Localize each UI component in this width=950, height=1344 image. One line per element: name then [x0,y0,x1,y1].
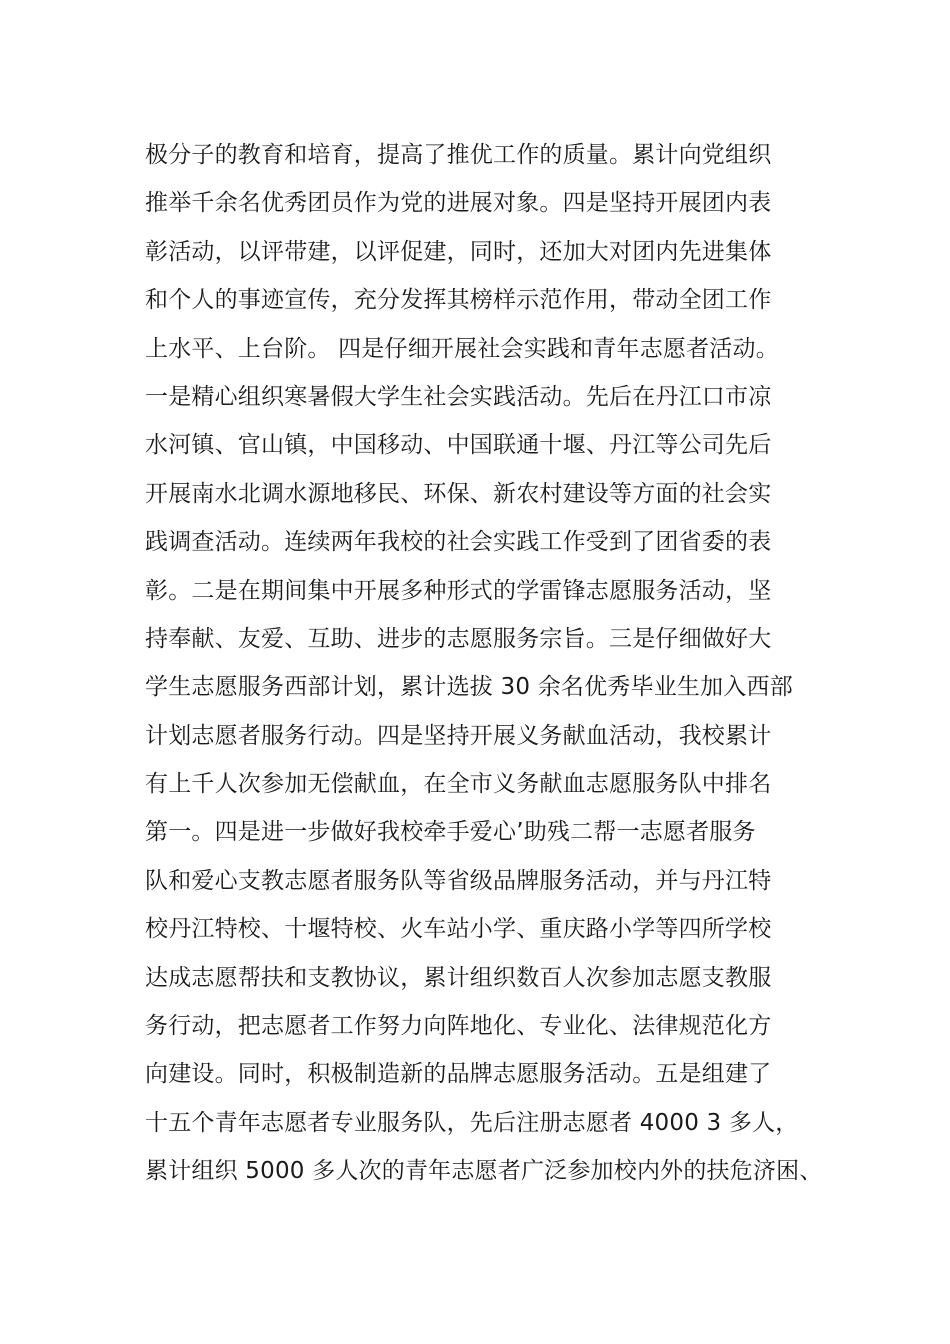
body-text [145,131,825,1196]
text-line: 践调查活动。连续两年我校的社会实践工作受到了团省委的表 [145,529,772,556]
text-line: 向建设。同时，积极制造新的品牌志愿服务活动。五是组建了 [145,1061,772,1088]
text-line: 学生志愿服务西部计划，累计选拔 30 余名优秀毕业生加入西部 [145,674,793,701]
text-line: 推举千余名优秀团员作为党的进展对象。四是坚持开展团内表 [145,190,772,217]
text-line: 有上千人次参加无偿献血，在全市义务献血志愿服务队中排名 [145,771,772,798]
text-line: 务行动，把志愿者工作努力向阵地化、专业化、法律规范化方 [145,1013,772,1040]
text-line: 达成志愿帮扶和支教协议，累计组织数百人次参加志愿支教服 [145,964,772,991]
text-line: 水河镇、官山镇，中国移动、中国联通十堰、丹江等公司先后 [145,432,772,459]
text-line: 彰。二是在期间集中开展多种形式的学雷锋志愿服务活动，坚 [145,577,772,604]
text-line: 开展南水北调水源地移民、环保、新农村建设等方面的社会实 [145,480,772,507]
text-line: 极分子的教育和培育，提高了推优工作的质量。累计向党组织 [145,142,772,168]
text-line: 累计组织 5000 多人次的青年志愿者广泛参加校内外的扶危济困、 [145,1158,823,1185]
text-line: 持奉献、友爱、互助、进步的志愿服务宗旨。三是仔细做好大 [145,625,772,652]
text-line: 一是精心组织寒暑假大学生社会实践活动。先后在丹江口市凉 [145,383,772,410]
text-line: 上水平、上台阶。 四是仔细开展社会实践和青年志愿者活动。 [145,335,779,362]
text-line: 队和爱心支教志愿者服务队等省级品牌服务活动，并与丹江特 [145,867,772,894]
text-line: 和个人的事迹宣传，充分发挥其榜样示范作用，带动全团工作 [145,287,772,314]
text-line: 计划志愿者服务行动。四是坚持开展义务献血活动，我校累计 [145,722,772,749]
text-line: 十五个青年志愿者专业服务队，先后注册志愿者 4000 3 多人， [145,1109,799,1136]
text-line: 彰活动，以评带建，以评促建，同时，还加大对团内先进集体 [145,238,772,265]
text-line: 校丹江特校、十堰特校、火车站小学、重庆路小学等四所学校 [145,916,772,943]
text-line: 第一。四是进一步做好我校牵手爱心’助残二帮一志愿者服务 [145,819,756,846]
